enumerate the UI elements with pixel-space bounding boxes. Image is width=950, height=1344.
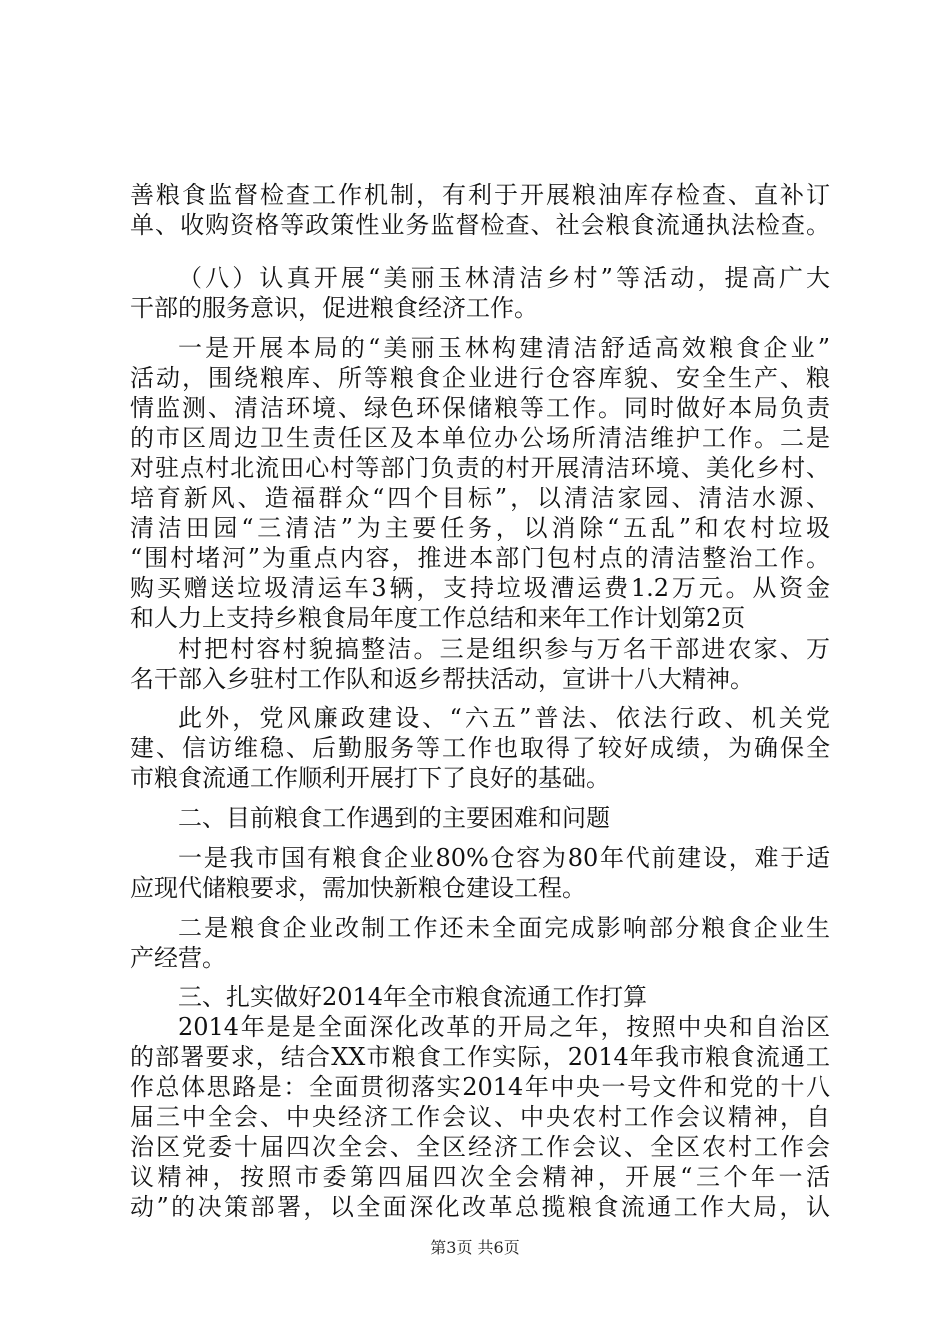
text-line: 一是开展本局的“美丽玉林构建清洁舒适高效粮食企业” <box>178 334 830 362</box>
text-line: 的部署要求，结合XX市粮食工作实际，2014年我市粮食流通工 <box>130 1043 830 1071</box>
text-line: 村把村容村貌搞整洁。三是组织参与万名干部进农家、万 <box>178 635 830 663</box>
text-line: 一是我市国有粮食企业80%仓容为80年代前建设，难于适 <box>178 844 830 872</box>
text-line: 的市区周边卫生责任区及本单位办公场所清洁维护工作。二是 <box>130 424 830 452</box>
text-line: 届三中全会、中央经济工作会议、中央农村工作会议精神，自 <box>130 1103 830 1131</box>
text-line: 干部的服务意识，促进粮食经济工作。 <box>130 294 538 322</box>
text-line: 名干部入乡驻村工作队和返乡帮扶活动，宣讲十八大精神。 <box>130 665 754 693</box>
text-line: 动”的决策部署，以全面深化改革总揽粮食流通工作大局，认 <box>130 1193 830 1221</box>
text-line: 二是粮食企业改制工作还未全面完成影响部分粮食企业生 <box>178 914 830 942</box>
text-line: 清洁田园“三清洁”为主要任务，以消除“五乱”和农村垃圾 <box>130 514 830 542</box>
text-line: 应现代储粮要求，需加快新粮仓建设工程。 <box>130 874 586 902</box>
text-line: 二、目前粮食工作遇到的主要困难和问题 <box>178 804 610 832</box>
text-line: 作总体思路是：全面贯彻落实2014年中央一号文件和党的十八 <box>130 1073 830 1101</box>
text-line: 培育新风、造福群众“四个目标”，以清洁家园、清洁水源、 <box>130 484 830 512</box>
text-line: 建、信访维稳、后勤服务等工作也取得了较好成绩，为确保全 <box>130 734 830 762</box>
text-line: 治区党委十届四次全会、全区经济工作会议、全区农村工作会 <box>130 1133 830 1161</box>
text-line: 情监测、清洁环境、绿色环保储粮等工作。同时做好本局负责 <box>130 394 830 422</box>
text-line: 此外，党风廉政建设、“六五”普法、依法行政、机关党 <box>178 704 830 732</box>
text-line: “围村堵河”为重点内容，推进本部门包村点的清洁整治工作。 <box>130 544 830 572</box>
text-line: 购买赠送垃圾清运车3辆，支持垃圾漕运费1.2万元。从资金 <box>130 574 830 602</box>
text-line: （八）认真开展“美丽玉林清洁乡村”等活动，提高广大 <box>178 264 830 292</box>
text-line: 活动，围绕粮库、所等粮食企业进行仓容库貌、安全生产、粮 <box>130 364 830 392</box>
text-line: 议精神，按照市委第四届四次全会精神，开展“三个年一活 <box>130 1163 830 1191</box>
text-line: 和人力上支持乡粮食局年度工作总结和来年工作计划第2页 <box>130 604 746 632</box>
text-line: 对驻点村北流田心村等部门负责的村开展清洁环境、美化乡村、 <box>130 454 830 482</box>
text-line: 三、扎实做好2014年全市粮食流通工作打算 <box>178 983 648 1011</box>
text-line: 产经营。 <box>130 944 226 972</box>
text-line: 善粮食监督检查工作机制，有利于开展粮油库存检查、直补订 <box>130 181 830 209</box>
text-line: 单、收购资格等政策性业务监督检查、社会粮食流通执法检查。 <box>130 211 830 239</box>
text-line: 市粮食流通工作顺利开展打下了良好的基础。 <box>130 764 610 792</box>
text-line: 2014年是是全面深化改革的开局之年，按照中央和自治区 <box>178 1013 830 1041</box>
page-footer: 第3页 共6页 <box>430 1238 520 1257</box>
